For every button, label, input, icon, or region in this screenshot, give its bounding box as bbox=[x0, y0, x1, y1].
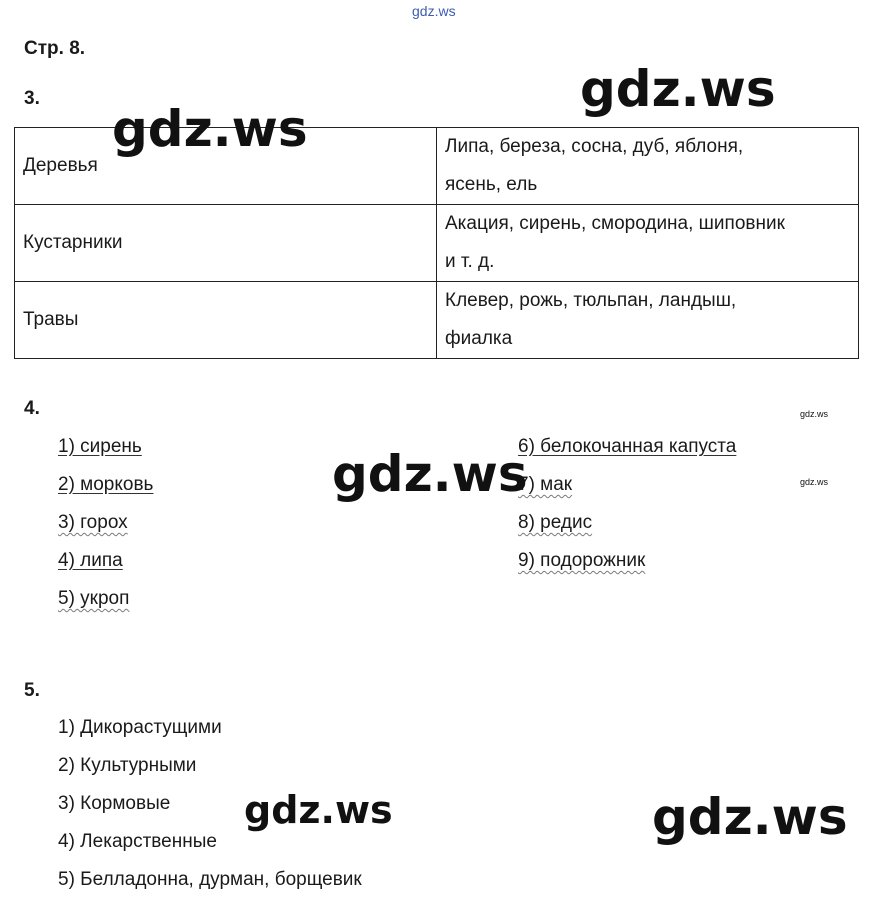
table-cell-items bbox=[437, 205, 859, 282]
list-item: 5) укроп bbox=[58, 588, 130, 609]
watermark-small: gdz.ws bbox=[800, 477, 829, 487]
watermark-bottom-mid: gdz.ws bbox=[244, 788, 393, 832]
table-cell-category: Кустарники bbox=[15, 205, 437, 282]
table-row bbox=[15, 282, 859, 359]
list-item: 4) Лекарственные bbox=[58, 831, 217, 852]
table-cell-category: Травы bbox=[15, 282, 437, 359]
items-line: Клевер, рожь, тюльпан, ландыш, bbox=[445, 290, 737, 311]
list-item: 1) Дикорастущими bbox=[58, 717, 222, 738]
table-cell-category: Деревья bbox=[15, 128, 437, 205]
task-5-number: 5. bbox=[24, 680, 40, 701]
task-4-number: 4. bbox=[24, 398, 40, 419]
table-cell-items bbox=[437, 282, 859, 359]
list-item: 9) подорожник bbox=[518, 550, 646, 571]
list-item: 6) белокочанная капуста bbox=[518, 436, 737, 457]
items-line: фиалка bbox=[445, 328, 513, 349]
list-item: 4) липа bbox=[58, 550, 123, 571]
page-title: Стр. 8. bbox=[24, 38, 86, 59]
list-item: 2) морковь bbox=[58, 474, 154, 495]
task-3-number: 3. bbox=[24, 88, 40, 109]
table-cell-items bbox=[437, 128, 859, 205]
watermark-center: gdz.ws bbox=[332, 445, 528, 503]
list-item: 7) мак bbox=[518, 474, 573, 495]
watermark-top: gdz.ws bbox=[412, 3, 456, 19]
list-item: 2) Культурными bbox=[58, 755, 197, 776]
items-line: Липа, береза, сосна, дуб, яблоня, bbox=[445, 136, 744, 157]
watermark-table: gdz.ws bbox=[112, 100, 308, 158]
items-line: и т. д. bbox=[445, 251, 495, 272]
items-line: ясень, ель bbox=[445, 174, 538, 195]
plants-table bbox=[14, 127, 859, 359]
items-line: Акация, сирень, смородина, шиповник bbox=[445, 213, 785, 234]
table-row bbox=[15, 205, 859, 282]
list-item: 5) Белладонна, дурман, борщевик bbox=[58, 869, 362, 890]
list-item: 1) сирень bbox=[58, 436, 142, 457]
watermark-bottom-right: gdz.ws bbox=[652, 788, 848, 846]
watermark-small: gdz.ws bbox=[800, 409, 829, 419]
list-item: 8) редис bbox=[518, 512, 593, 533]
list-item: 3) Кормовые bbox=[58, 793, 171, 814]
watermark-right-top: gdz.ws bbox=[580, 60, 776, 118]
list-item: 3) горох bbox=[58, 512, 128, 533]
